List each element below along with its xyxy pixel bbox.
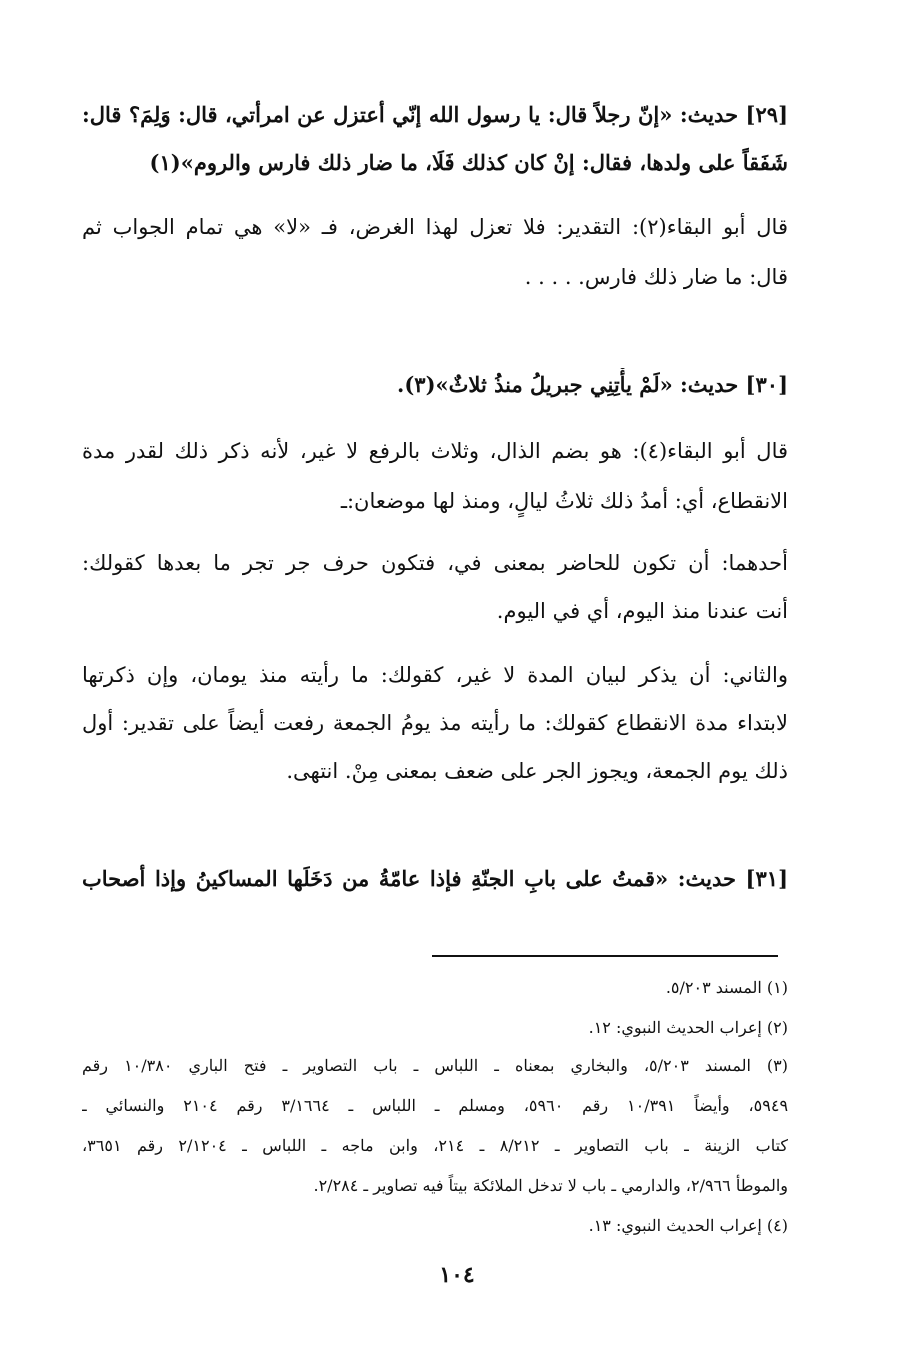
hadith-29-line-2: شَفَقاً على ولدها، فقال: إنْ كان كذلك فَلَا، ما ضار ذلك فارس والروم»(١)	[149, 150, 788, 175]
footnote-separator	[432, 955, 778, 957]
footnote-2: (٢) إعراب الحديث النبوي: ١٢.	[588, 1018, 788, 1037]
footnote-4: (٤) إعراب الحديث النبوي: ١٣.	[588, 1216, 788, 1235]
second-meaning-line-2: لابتداء مدة الانقطاع كقولك: ما رأيته مذ يومُ الجمعة رفعت أيضاً على تقدير: أول	[82, 711, 788, 735]
footnote-1: (١) المسند ٥/٢٠٣.	[665, 978, 788, 997]
hadith-29-comment-line-2: قال: ما ضار ذلك فارس. . . . .	[524, 265, 788, 289]
footnote-3-line-1: (٣) المسند ٥/٢٠٣، والبخاري بمعناه ـ اللباس ـ باب التصاوير ـ فتح الباري ١٠/٣٨٠ رقم	[82, 1056, 788, 1075]
footnote-3-line-3: كتاب الزينة ـ باب التصاوير ـ ٨/٢١٢ ـ ٢١٤، وابن ماجه ـ اللباس ـ ٢/١٢٠٤ رقم ٣٦٥١،	[82, 1136, 788, 1155]
page-number: ١٠٤	[439, 1262, 475, 1288]
first-meaning-line-1: أحدهما: أن تكون للحاضر بمعنى في، فتكون حرف جر تجر ما بعدها كقولك:	[82, 551, 788, 575]
second-meaning-line-1: والثاني: أن يذكر لبيان المدة لا غير، كقولك: ما رأيته منذ يومان، وإن ذكرتها	[82, 663, 788, 687]
hadith-29-line-1: [٢٩] حديث: «إنّ رجلاً قال: يا رسول الله إنّي أعتزل عن امرأتي، قال: وَلِمَ؟ قال:	[82, 102, 788, 127]
hadith-30-comment-line-1: قال أبو البقاء(٤): هو بضم الذال، وثلاث بالرفع لا غير، لأنه ذكر ذلك لقدر مدة	[82, 439, 788, 463]
hadith-29-comment-line-1: قال أبو البقاء(٢): التقدير: فلا تعزل لهذا الغرض، فـ «لا» هي تمام الجواب ثم	[82, 215, 788, 239]
hadith-30-comment-line-2: الانقطاع، أي: أمدُ ذلك ثلاثُ ليالٍ، ومنذ لها موضعان:ـ	[340, 489, 788, 513]
hadith-31-title: [٣١] حديث: «قمتُ على بابِ الجنّةِ فإذا عامّةُ من دَخَلَها المساكينُ وإذا أصحاب	[82, 866, 788, 891]
footnote-3-line-2: ٥٩٤٩، وأيضاً ١٠/٣٩١ رقم ٥٩٦٠، ومسلم ـ اللباس ـ ٣/١٦٦٤ رقم ٢١٠٤ والنسائي ـ	[82, 1096, 788, 1115]
footnote-3-line-4: والموطأ ٢/٩٦٦، والدارمي ـ باب لا تدخل الملائكة بيتاً فيه تصاوير ـ ٢/٢٨٤.	[313, 1176, 788, 1195]
hadith-30-title: [٣٠] حديث: «لَمْ يأْتِنِي جبريلُ منذُ ثلاثٌ»(٣).	[397, 372, 788, 397]
first-meaning-line-2: أنت عندنا منذ اليوم، أي في اليوم.	[496, 599, 788, 623]
second-meaning-line-3: ذلك يوم الجمعة، ويجوز الجر على ضعف بمعنى مِنْ. انتهى.	[286, 759, 788, 783]
